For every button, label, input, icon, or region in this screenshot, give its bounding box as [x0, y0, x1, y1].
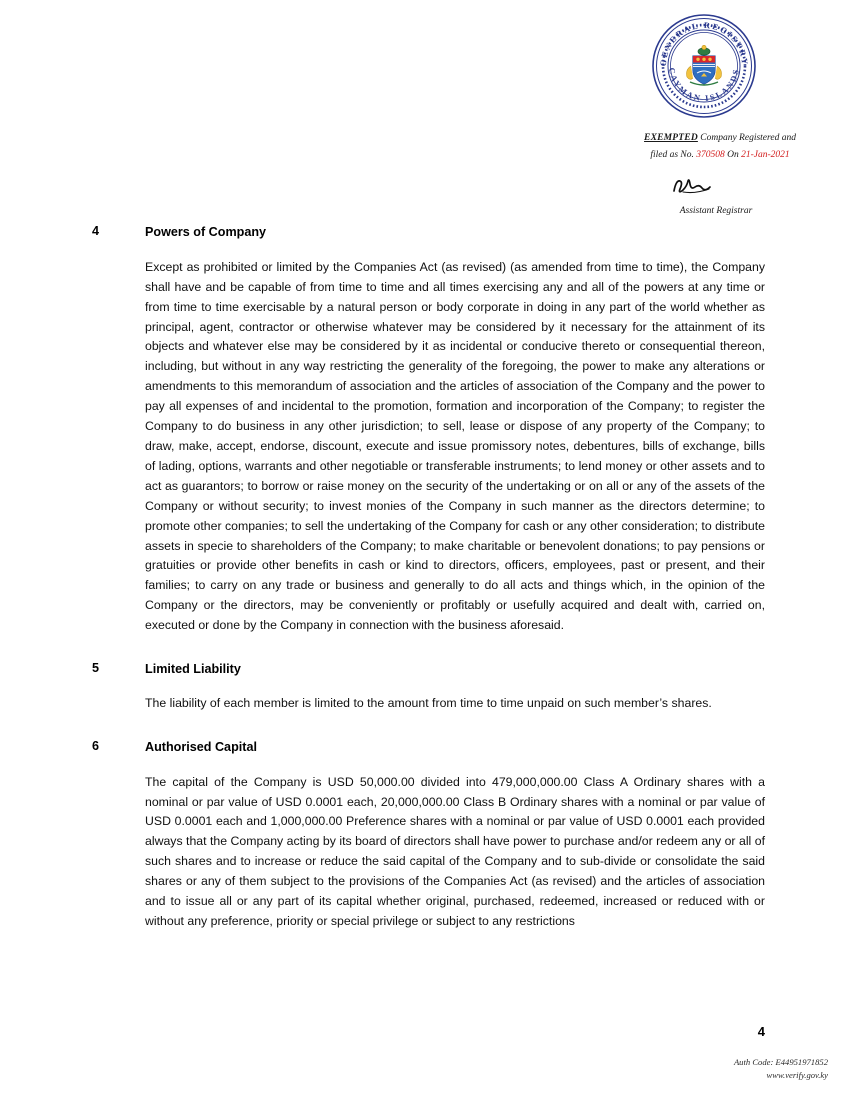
stamp-on-label: On — [727, 149, 739, 160]
verify-url: www.verify.gov.ky — [766, 1070, 828, 1081]
registration-stamp-text — [600, 130, 840, 163]
clause-paragraph: The liability of each member is limited to the amount from time to time unpaid on such member’s shares. — [145, 696, 712, 711]
registry-stamp-block — [600, 12, 840, 216]
clause-title: Powers of Company — [145, 225, 267, 240]
cayman-islands-general-registry-seal-icon — [650, 12, 758, 120]
clause-number: 6 — [92, 739, 100, 754]
auth-code-label: Auth Code: — [733, 1057, 774, 1067]
stamp-line-2 — [650, 150, 789, 160]
svg-text:CAYMAN ISLANDS: CAYMAN ISLANDS — [666, 67, 742, 104]
document-body — [0, 214, 850, 944]
auth-code-line — [0, 1056, 828, 1069]
svg-text:GENERAL REGISTRY: GENERAL REGISTRY — [658, 20, 750, 67]
stamp-exempted-label: EXEMPTED — [644, 133, 698, 143]
auth-code-value: E44951971852 — [775, 1057, 828, 1067]
assistant-registrar-label: Assistant Registrar — [679, 206, 753, 217]
signature-container — [600, 175, 840, 197]
stamp-filed-prefix: filed as No. — [650, 149, 694, 160]
footer-verification-block — [0, 1056, 828, 1083]
filing-date: 21-Jan-2021 — [741, 149, 790, 160]
clause-number: 5 — [92, 661, 100, 676]
clause-number: 4 — [92, 224, 100, 239]
clause-paragraph: The capital of the Company is USD 50,000.00 divided into 479,000,000.00 Class A Ordinary shares with a nominal or par value of USD 0.0001 each, 20,000,000.00 Class B Ordinary shares with a nominal or par value of USD 0.0001 each and 1,000,000.00 Preference shares with a nominal or par value of USD 0.0001 each provided always that the Company acting by its board of directors shall have power to purchase and/or redeem any or all of such shares and to increase or reduce the said capital of the Company and to sub-divide or consolidate the said shares or any of them subject to the provisions of the Companies Act (as revised) and the articles of association and to issue all or any part of its capital whether original, purchased, redeemed, increased or reduced with or without any preference, priority or special privilege or subject to any restrictions — [145, 774, 765, 928]
stamp-line-1 — [644, 133, 796, 143]
clause-authorised-capital — [0, 739, 850, 932]
clause-title: Authorised Capital — [145, 740, 257, 755]
registration-number: 370508 — [696, 149, 725, 160]
handwritten-signature-icon — [669, 175, 715, 197]
clause-title: Limited Liability — [145, 662, 241, 677]
stamp-line-1-rest: Company Registered and — [700, 133, 796, 143]
clause-powers-of-company — [0, 224, 850, 636]
page-number: 4 — [757, 1024, 765, 1039]
seal-container — [600, 12, 840, 120]
clause-paragraph: Except as prohibited or limited by the Companies Act (as revised) (as amended from time to time), the Company shall have and be capable of from time to time and all times exercising any and all of the powers at any time or from time to time exercisable by a natural person or body corporate in doing in any part of the world whether as principal, agent, contractor or otherwise whatever may be considered by it necessary for the attainment of its objects and whatever else may be considered by it as incidental or conducive thereto or consequential thereon, including, but without in any way restricting the generality of the foregoing, the power to make any alterations or amendments to this memorandum of association and the articles of association of the Company and the power to pay all expenses of and incidental to the promotion, formation and incorporation of the Company; to register the Company to do business in any other jurisdiction; to sell, lease or dispose of any property of the Company; to draw, make, accept, endorse, discount, execute and issue promissory notes, debentures, bills of exchange, bills of lading, options, warrants and other negotiable or transferable instruments; to lend money or other assets and to act as guarantors; to borrow or raise money on the security of the undertaking or on all or any of the assets of the Company or without security; to invest monies of the Company in such manner as the directors determine; to promote other companies; to sell the undertaking of the Company for cash or any other consideration; to distribute assets in specie to shareholders of the Company; to make charitable or benevolent donations; to pay pensions or gratuities or provide other benefits in cash or kind to directors, officers, employees, past or present, and their families; to carry on any trade or business and generally to do all acts and things which, in the opinion of the Company or the directors, may be conveniently or profitably or usefully acquired and dealt with, carried on, executed or done by the Company in connection with the business aforesaid. — [145, 259, 765, 633]
clause-limited-liability — [0, 661, 850, 714]
